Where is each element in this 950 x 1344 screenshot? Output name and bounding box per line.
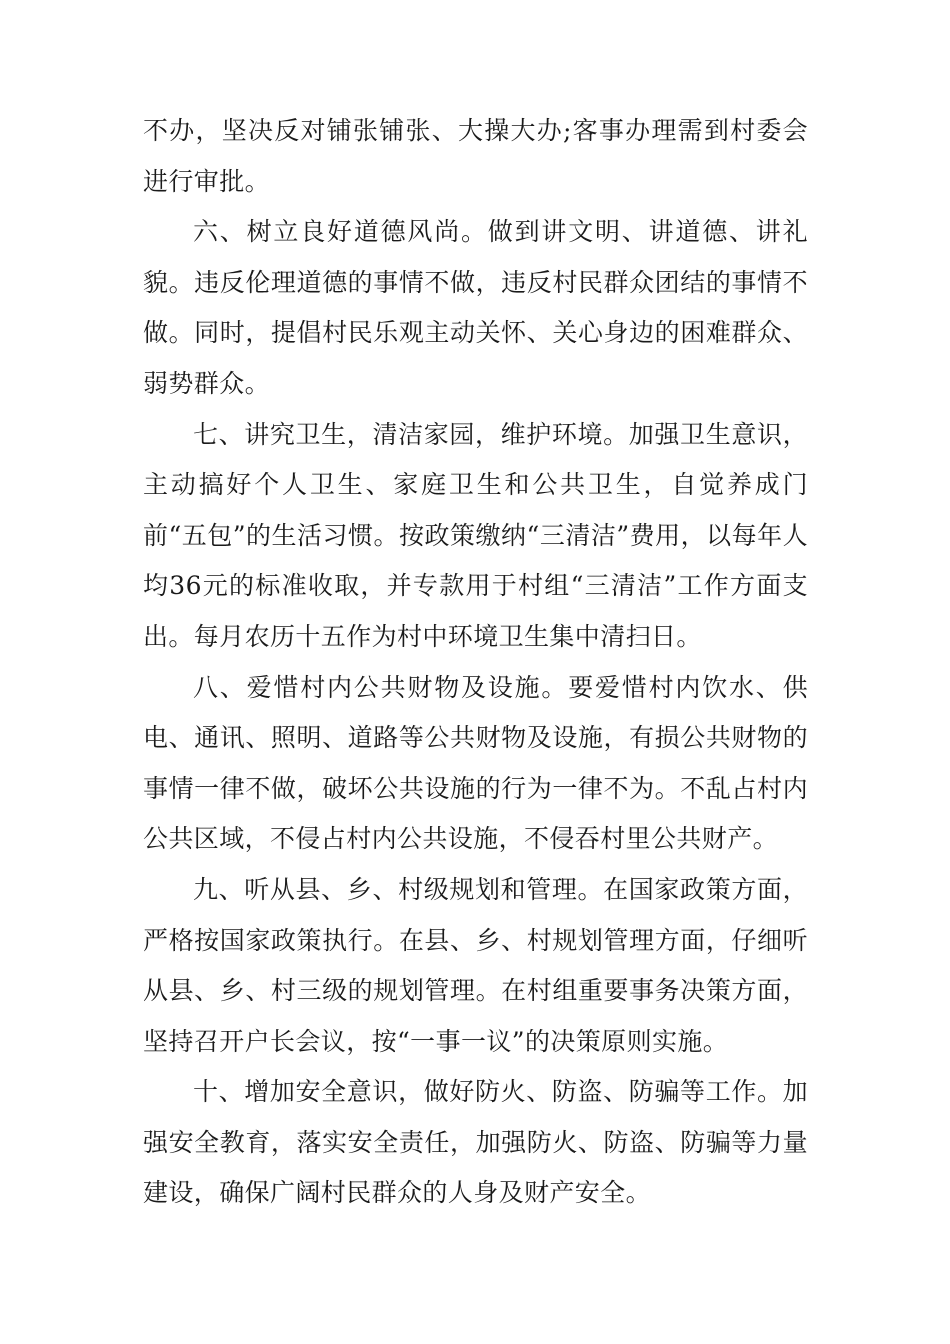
paragraph-article-10: 十、增加安全意识，做好防火、防盗、防骗等工作。加强安全教育，落实安全责任，加强防火、防盗、防骗等力量建设，确保广阔村民群众的人身及财产安全。 <box>143 1077 808 1208</box>
paragraph-article-8: 八、爱惜村内公共财物及设施。要爱惜村内饮水、供电、通讯、照明、道路等公共财物及设施，有损公共财物的事情一律不做，破坏公共设施的行为一律不为。不乱占村内公共区域，不侵占村内公共设施，不侵吞村里公共财产。 <box>143 672 808 854</box>
document-body <box>143 106 808 1219</box>
paragraph-continued: 不办，坚决反对铺张铺张、大操大办;客事办理需到村委会进行审批。 <box>143 116 808 196</box>
paragraph-article-7: 七、讲究卫生，清洁家园，维护环境。加强卫生意识，主动搞好个人卫生、家庭卫生和公共卫生，自觉养成门前“五包”的生活习惯。按政策缴纳“三清洁”费用，以每年人均36元的标准收取，并专款用于村组“三清洁”工作方面支出。每月农历十五作为村中环境卫生集中清扫日。 <box>143 419 808 651</box>
paragraph-article-9: 九、听从县、乡、村级规划和管理。在国家政策方面，严格按国家政策执行。在县、乡、村规划管理方面，仔细听从县、乡、村三级的规划管理。在村组重要事务决策方面，坚持召开户长会议，按“一事一议”的决策原则实施。 <box>143 874 808 1056</box>
paragraph-article-6: 六、树立良好道德风尚。做到讲文明、讲道德、讲礼貌。违反伦理道德的事情不做，违反村民群众团结的事情不做。同时，提倡村民乐观主动关怀、关心身边的困难群众、弱势群众。 <box>143 217 808 398</box>
